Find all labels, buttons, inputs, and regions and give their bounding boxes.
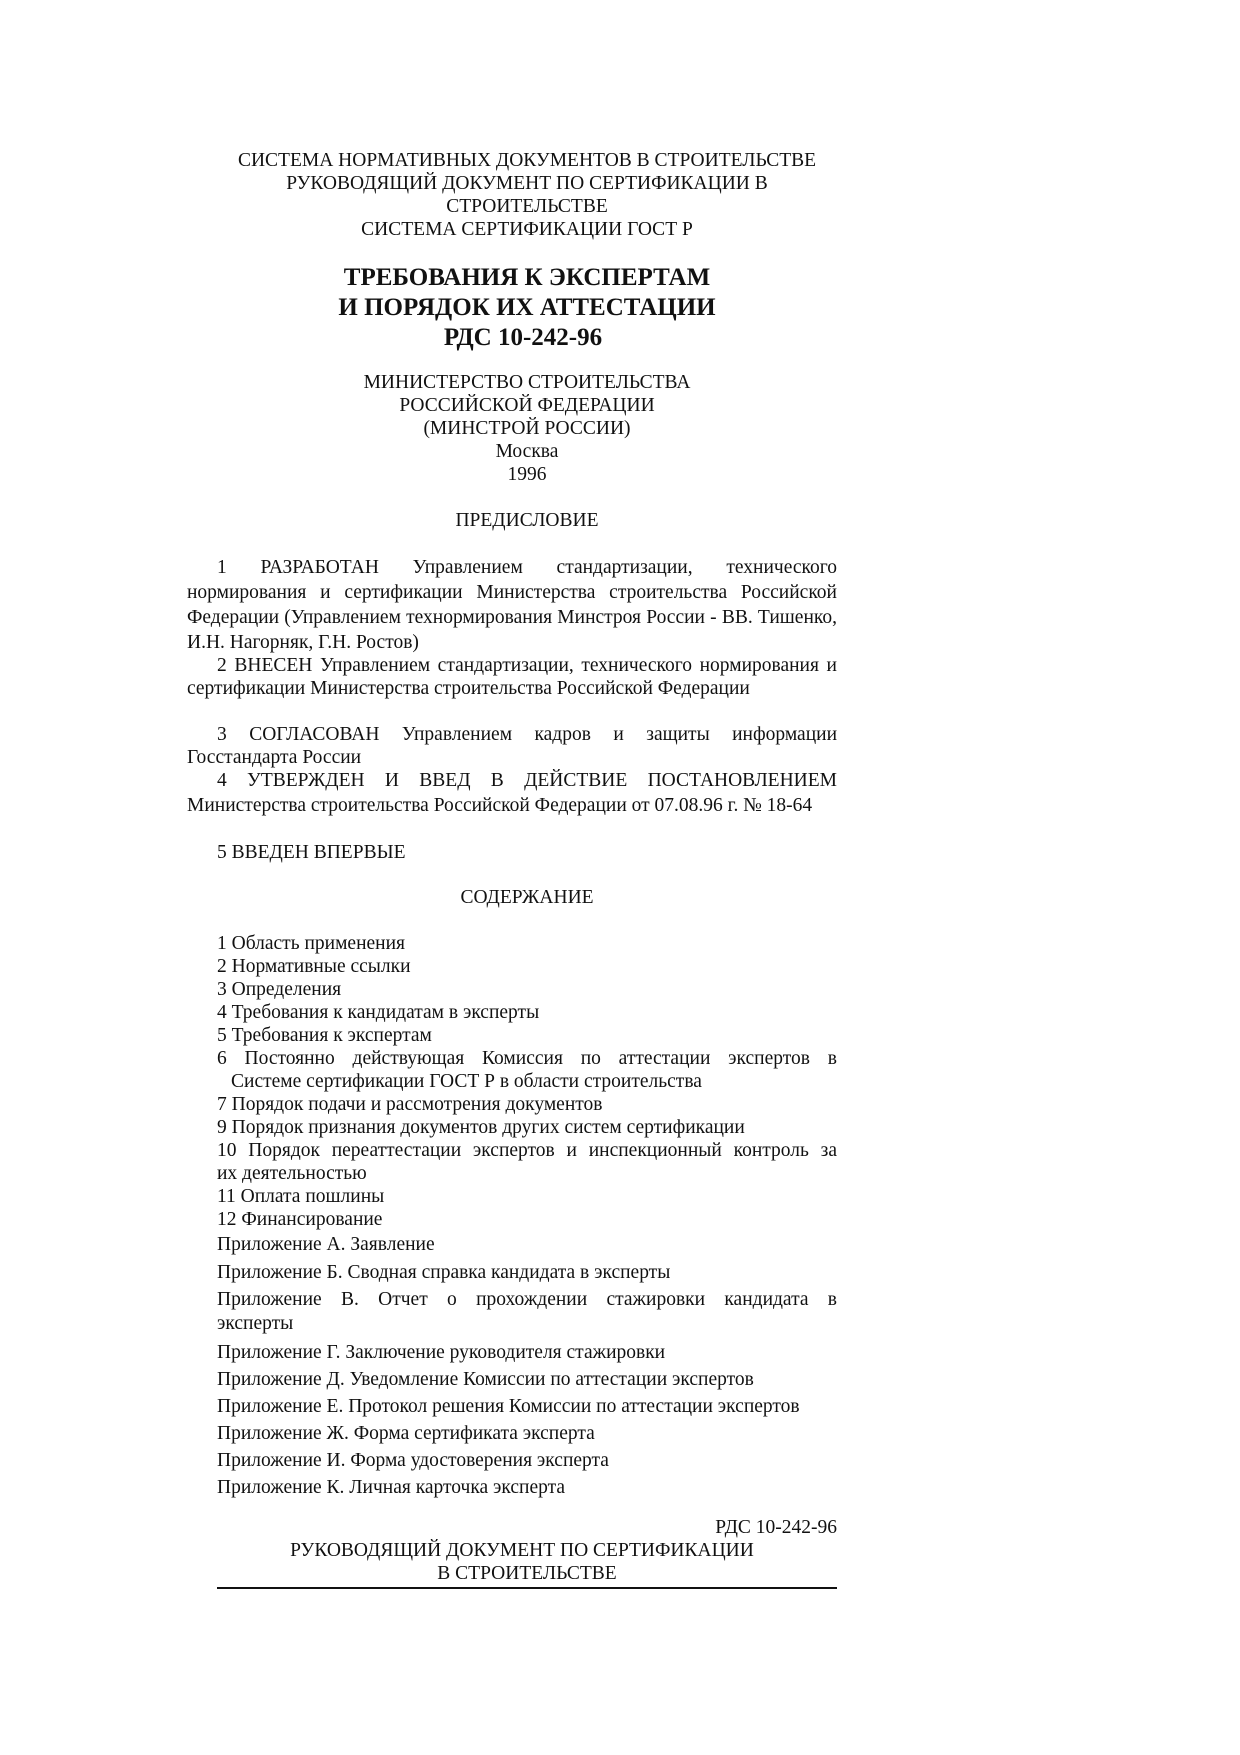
contents-item: 9 Порядок признания документов других систем сертификации [217, 1117, 745, 1138]
header-line-4: СИСТЕМА СЕРТИФИКАЦИИ ГОСТ Р [361, 219, 693, 240]
document-title [237, 263, 817, 353]
contents-item: 12 Финансирование [217, 1209, 383, 1230]
contents-item: Приложение Д. Уведомление Комиссии по аттестации экспертов [217, 1369, 754, 1390]
footer-line-2: В СТРОИТЕЛЬСТВЕ [437, 1563, 617, 1584]
preface-item-4: 4 УТВЕРЖДЕН И ВВЕД В ДЕЙСТВИЕ ПОСТАНОВЛЕНИЕМ Министерства строительства Российской Федерации от 07.08.96 г. № 18-64 [187, 770, 837, 816]
footer-title [217, 1539, 837, 1585]
contents-item: 2 Нормативные ссылки [217, 956, 411, 977]
ministry-line-2: РОССИЙСКОЙ ФЕДЕРАЦИИ [399, 395, 655, 416]
contents-item: эксперты [217, 1313, 294, 1334]
preface-item-5: 5 ВВЕДЕН ВПЕРВЫЕ [217, 842, 406, 863]
ministry-line-3: (МИНСТРОЙ РОССИИ) [423, 418, 631, 439]
contents-item: Приложение К. Личная карточка эксперта [217, 1477, 566, 1498]
contents-item: Приложение Е. Протокол решения Комиссии по аттестации экспертов [217, 1396, 800, 1417]
preface-heading: ПРЕДИСЛОВИЕ [455, 510, 599, 531]
contents-item: 10 Порядок переаттестации экспертов и инспекционный контроль за [217, 1140, 837, 1161]
contents-item: Приложение И. Форма удостоверения эксперта [217, 1450, 609, 1471]
contents-item: 5 Требования к экспертам [217, 1025, 432, 1046]
document-header [217, 149, 837, 241]
contents-heading: СОДЕРЖАНИЕ [460, 887, 594, 908]
contents-item: их деятельностью [217, 1163, 367, 1184]
title-line-1: ТРЕБОВАНИЯ К ЭКСПЕРТАМ [343, 264, 711, 291]
ministry-line-1: МИНИСТЕРСТВО СТРОИТЕЛЬСТВА [363, 372, 691, 393]
ministry-city: Москва [495, 441, 559, 462]
contents-item: Приложение Г. Заключение руководителя стажировки [217, 1342, 666, 1363]
footer-line-1: РУКОВОДЯЩИЙ ДОКУМЕНТ ПО СЕРТИФИКАЦИИ [290, 1540, 754, 1561]
ministry-block [217, 371, 837, 486]
contents-item: 1 Область применения [217, 933, 406, 954]
contents-item: Приложение В. Отчет о прохождении стажировки кандидата в [217, 1289, 837, 1310]
preface-item-2: 2 ВНЕСЕН Управлением стандартизации, технического нормирования и сертификации Министерства строительства Российской Федерации [187, 655, 837, 699]
contents-item: 7 Порядок подачи и рассмотрения документов [217, 1094, 603, 1115]
header-line-2: РУКОВОДЯЩИЙ ДОКУМЕНТ ПО СЕРТИФИКАЦИИ В [286, 173, 768, 194]
contents-item: Приложение Б. Сводная справка кандидата в эксперты [217, 1262, 671, 1283]
contents-item: 6 Постоянно действующая Комиссия по аттестации экспертов в [217, 1048, 837, 1069]
contents-item: 11 Оплата пошлины [217, 1186, 385, 1207]
contents-item: 3 Определения [217, 979, 342, 1000]
ministry-year: 1996 [507, 464, 547, 485]
header-line-3: СТРОИТЕЛЬСТВЕ [446, 196, 608, 217]
contents-item: Системе сертификации ГОСТ Р в области строительства [231, 1071, 702, 1092]
footer-code: РДС 10-242-96 [715, 1517, 837, 1538]
preface-item-1: 1 РАЗРАБОТАН Управлением стандартизации, технического нормирования и сертификации Министерства строительства Российской Федерации (Управлением технормирования Минстроя России - ВВ. Тишенко, И.Н. Нагорняк, Г.Н. Ростов) [187, 557, 837, 653]
footer-divider [217, 1587, 837, 1589]
contents-item: Приложение А. Заявление [217, 1234, 435, 1255]
title-line-2: И ПОРЯДОК ИХ АТТЕСТАЦИИ [338, 294, 716, 321]
header-line-1: СИСТЕМА НОРМАТИВНЫХ ДОКУМЕНТОВ В СТРОИТЕЛЬСТВЕ [237, 150, 817, 171]
contents-item: 4 Требования к кандидатам в эксперты [217, 1002, 540, 1023]
title-line-3: РДС 10-242-96 [443, 324, 603, 351]
contents-item: Приложение Ж. Форма сертификата эксперта [217, 1423, 595, 1444]
preface-item-3: 3 СОГЛАСОВАН Управлением кадров и защиты информации Госстандарта России [187, 724, 837, 768]
